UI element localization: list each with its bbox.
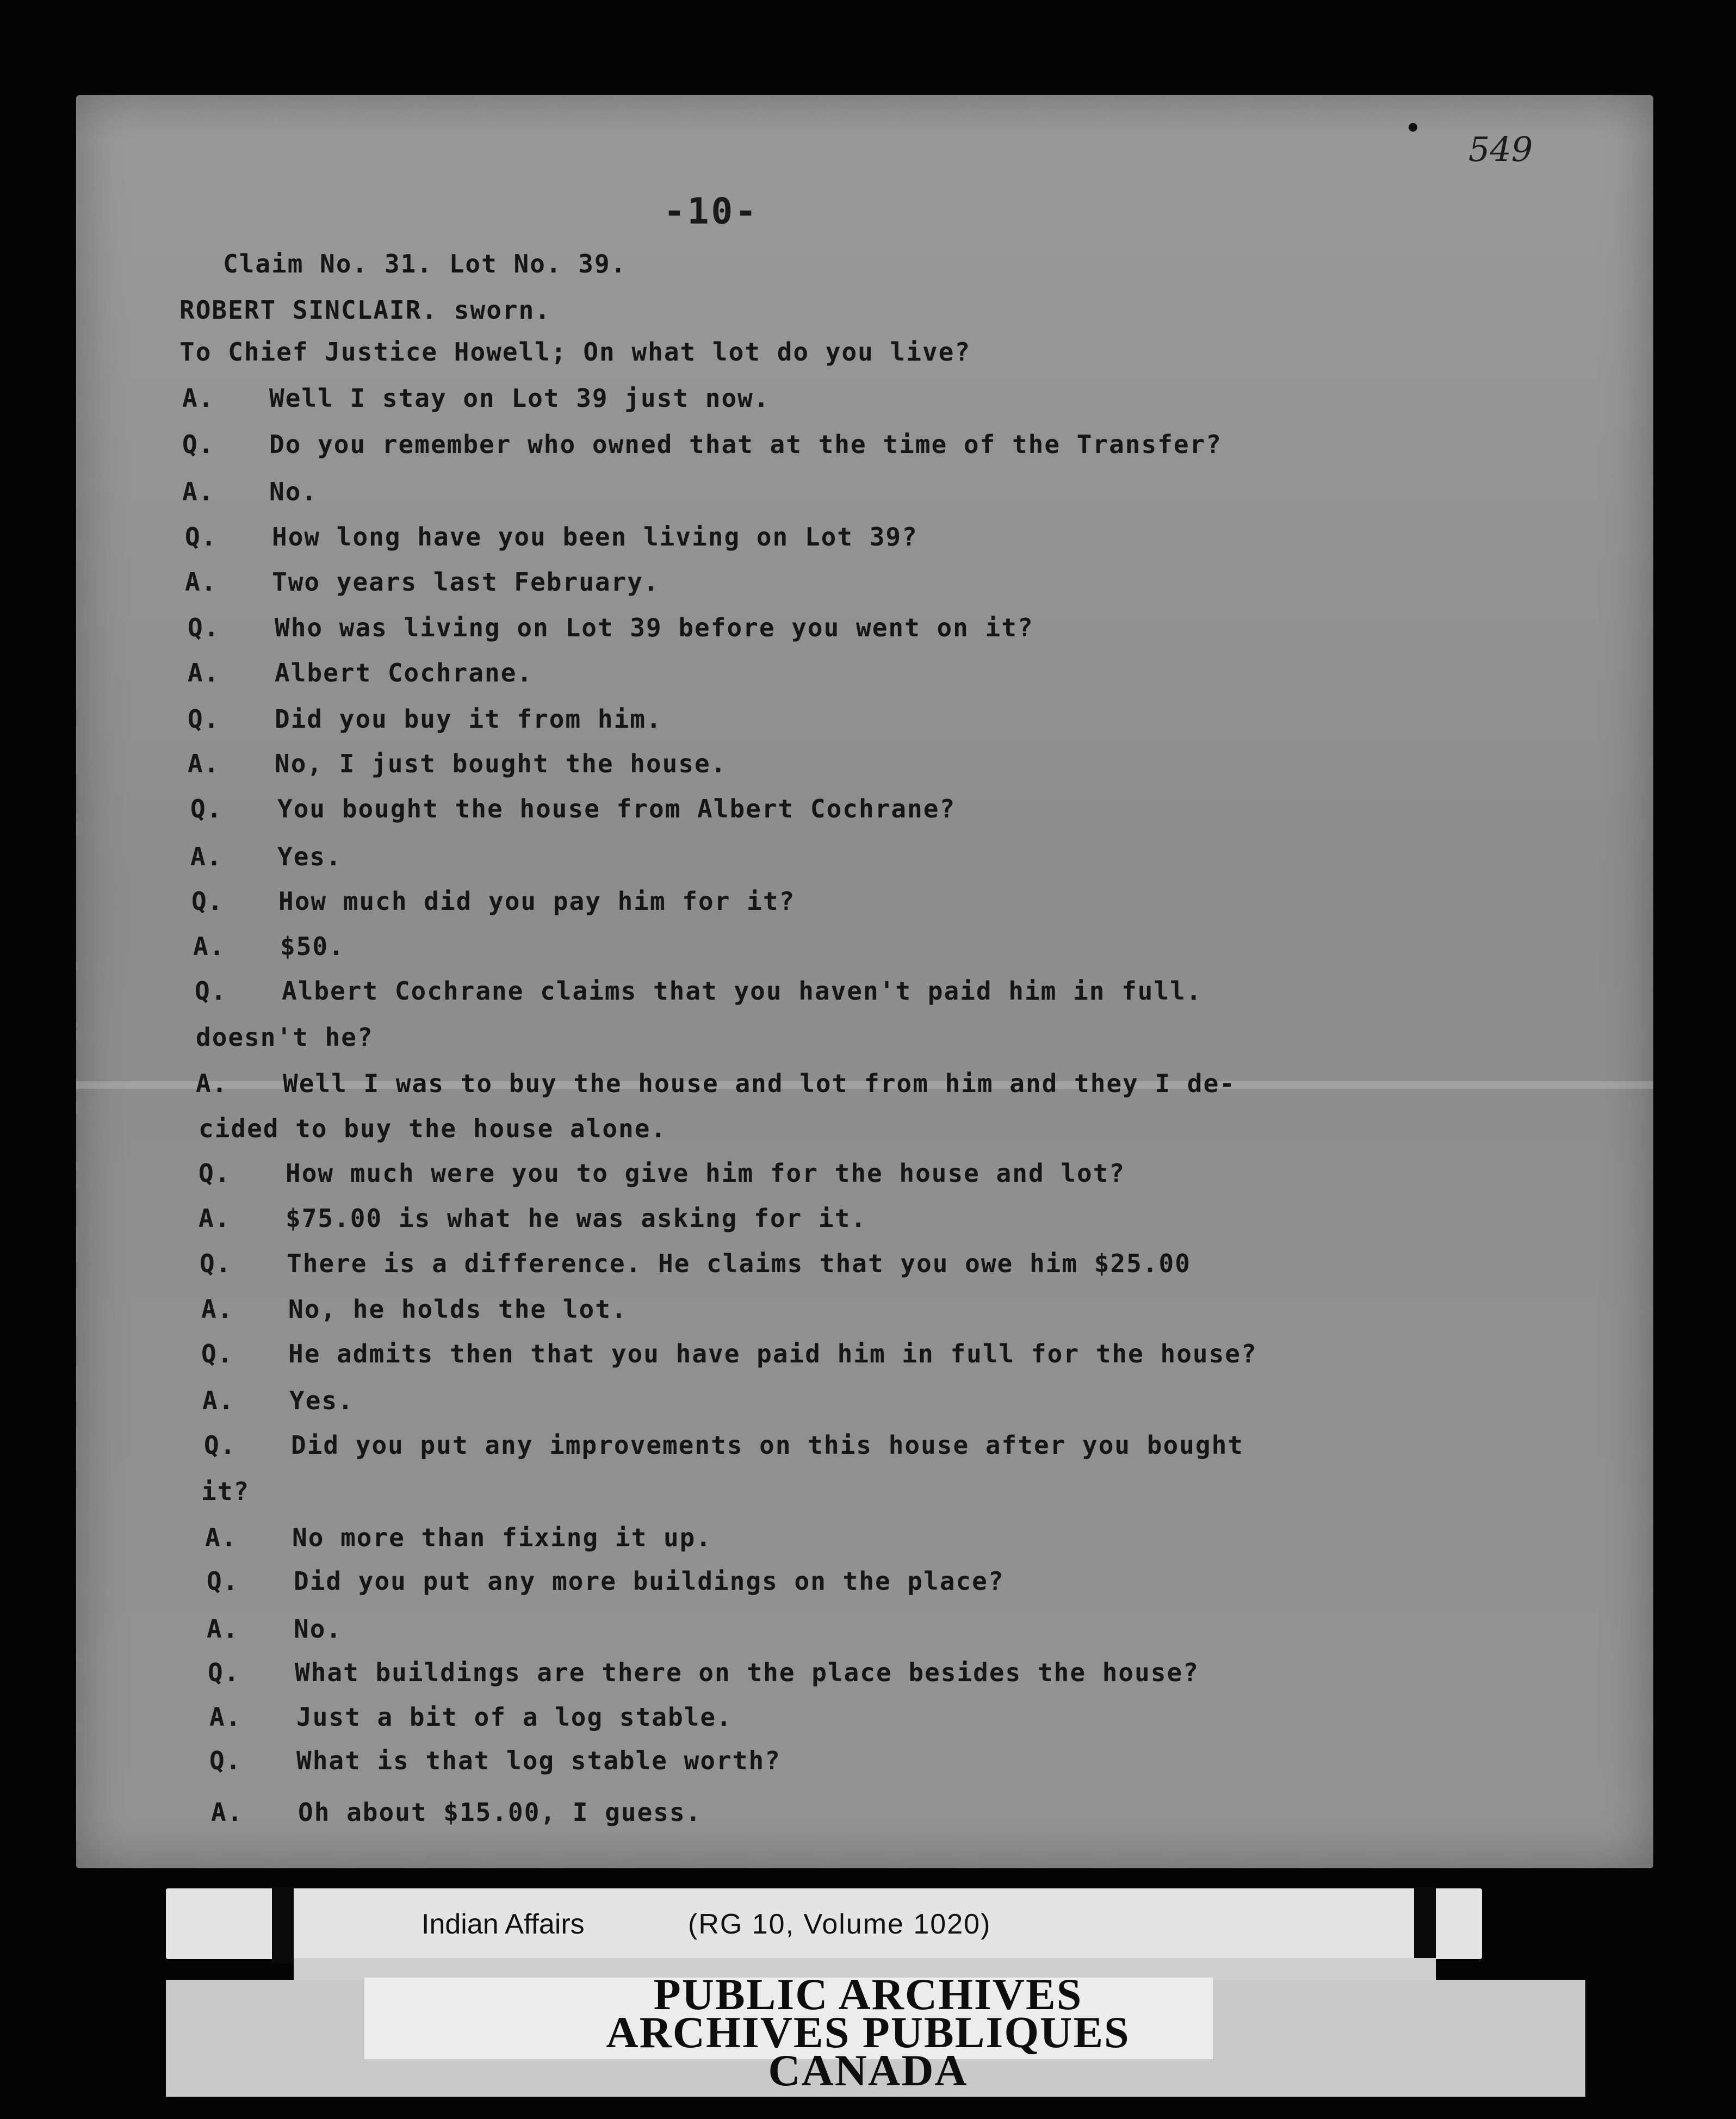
line-text: Just a bit of a log stable.	[296, 1702, 733, 1732]
transcript-line	[182, 477, 318, 506]
line-text: Albert Cochrane claims that you haven't paid him in full.	[282, 976, 1202, 1006]
line-text: To Chief Justice Howell; On what lot do you live?	[179, 337, 971, 367]
transcript-line	[185, 522, 918, 552]
line-text: Did you buy it from him.	[275, 704, 662, 734]
speaker-label: Q.	[208, 1658, 240, 1687]
line-text: $75.00 is what he was asking for it.	[286, 1204, 867, 1233]
line-text: $50.	[280, 932, 345, 961]
speaker-label: Q.	[190, 794, 223, 823]
line-text: No.	[294, 1614, 343, 1644]
line-text: You bought the house from Albert Cochrane?	[277, 794, 956, 823]
transcript-line	[199, 1158, 1126, 1188]
speaker-label: A.	[199, 1204, 231, 1233]
folio-number: 549	[1468, 129, 1533, 169]
speaker-label: A.	[188, 749, 220, 778]
line-text: cided to buy the house alone.	[199, 1114, 667, 1143]
speaker-label: Q.	[207, 1566, 239, 1596]
transcript-line	[188, 704, 662, 734]
speaker-label: A.	[209, 1702, 242, 1732]
speaker-label: Q.	[209, 1746, 242, 1775]
speaker-label: A.	[190, 842, 223, 871]
line-text: How much were you to give him for the house and lot?	[286, 1158, 1126, 1188]
speaker-label: Q.	[188, 613, 220, 642]
line-text: How much did you pay him for it?	[278, 887, 796, 916]
transcript-line	[211, 1798, 702, 1827]
line-text: How long have you been living on Lot 39?	[272, 522, 918, 552]
line-text: Claim No. 31. Lot No. 39.	[223, 249, 627, 278]
line-text: No.	[269, 477, 318, 506]
line-text: Who was living on Lot 39 before you went on it?	[275, 613, 1034, 642]
transcript-line	[188, 658, 534, 687]
speaker-label: A.	[193, 932, 226, 961]
speaker-label: Q.	[188, 704, 220, 734]
transcript-line	[179, 337, 971, 367]
speaker-label: A.	[207, 1614, 239, 1644]
line-text: Well I stay on Lot 39 just now.	[269, 383, 770, 413]
transcript-line	[182, 430, 1222, 459]
transcript-line	[223, 249, 627, 278]
transcript-line	[188, 613, 1034, 642]
speaker-label: A.	[202, 1386, 235, 1415]
transcript-line	[182, 383, 770, 413]
speaker-label: A.	[188, 658, 220, 687]
transcript-line	[190, 842, 342, 871]
speaker-label: Q.	[185, 522, 218, 552]
transcript-line	[190, 794, 956, 823]
line-text: it?	[201, 1477, 250, 1506]
page-number: -10-	[664, 190, 759, 232]
transcript-line	[204, 1430, 1244, 1460]
archive-stamp-line-2: ARCHIVES PUBLIQUES	[606, 2008, 1130, 2057]
transcript-line	[207, 1566, 1005, 1596]
line-text: ROBERT SINCLAIR. sworn.	[179, 295, 551, 325]
line-text: No more than fixing it up.	[292, 1523, 712, 1552]
transcript-line	[209, 1702, 733, 1732]
speaker-label: Q.	[182, 430, 215, 459]
line-text: Yes.	[289, 1386, 354, 1415]
line-text: Well I was to buy the house and lot from him and they I de-	[283, 1069, 1236, 1098]
archive-stamp-line-3: CANADA	[768, 2046, 968, 2095]
transcript-line	[196, 1023, 374, 1052]
transcript-line	[199, 1114, 667, 1143]
speaker-label: Q.	[191, 887, 224, 916]
transcript-line	[209, 1746, 781, 1775]
line-text: He admits then that you have paid him in full for the house?	[288, 1339, 1257, 1368]
line-text: No, he holds the lot.	[288, 1294, 628, 1324]
line-text: No, I just bought the house.	[275, 749, 727, 778]
transcript-line	[199, 1204, 867, 1233]
speaker-label: A.	[185, 567, 218, 597]
transcript-line	[185, 567, 660, 597]
transcript-line	[179, 295, 551, 325]
transcript-line	[193, 932, 345, 961]
film-clip-right	[1414, 1887, 1436, 1963]
speaker-label: A.	[182, 477, 215, 506]
ink-mark	[1409, 123, 1417, 132]
transcript-line	[205, 1523, 712, 1552]
department-label: Indian Affairs	[421, 1909, 585, 1940]
speaker-label: Q.	[204, 1430, 237, 1460]
transcript-line	[188, 749, 727, 778]
line-text: Do you remember who owned that at the time of the Transfer?	[269, 430, 1222, 459]
film-clip-left	[272, 1887, 294, 1963]
transcript-line	[196, 1069, 1236, 1098]
line-text: Oh about $15.00, I guess.	[298, 1798, 702, 1827]
line-text: Albert Cochrane.	[275, 658, 534, 687]
line-text: There is a difference. He claims that you owe him $25.00	[287, 1249, 1191, 1278]
speaker-label: A.	[196, 1069, 228, 1098]
line-text: Two years last February.	[272, 567, 660, 597]
line-text: What is that log stable worth?	[296, 1746, 781, 1775]
transcript-line	[201, 1294, 628, 1324]
transcript-line	[202, 1386, 354, 1415]
transcript-line	[195, 976, 1202, 1006]
transcript-line	[208, 1658, 1199, 1687]
speaker-label: A.	[182, 383, 215, 413]
line-text: Yes.	[277, 842, 342, 871]
line-text: Did you put any improvements on this house after you bought	[291, 1430, 1244, 1460]
archive-stamp-line-1: PUBLIC ARCHIVES	[653, 1969, 1083, 2019]
speaker-label: A.	[201, 1294, 234, 1324]
transcript-line	[201, 1339, 1257, 1368]
line-text: Did you put any more buildings on the place?	[294, 1566, 1005, 1596]
transcript-line	[207, 1614, 343, 1644]
line-text: doesn't he?	[196, 1023, 374, 1052]
record-group-label: (RG 10, Volume 1020)	[688, 1909, 991, 1940]
transcript-line	[201, 1477, 250, 1506]
speaker-label: A.	[211, 1798, 244, 1827]
speaker-label: Q.	[195, 976, 227, 1006]
speaker-label: Q.	[201, 1339, 234, 1368]
speaker-label: A.	[205, 1523, 238, 1552]
speaker-label: Q.	[200, 1249, 232, 1278]
transcript-line	[200, 1249, 1191, 1278]
speaker-label: Q.	[199, 1158, 231, 1188]
line-text: What buildings are there on the place besides the house?	[295, 1658, 1199, 1687]
transcript-line	[191, 887, 796, 916]
